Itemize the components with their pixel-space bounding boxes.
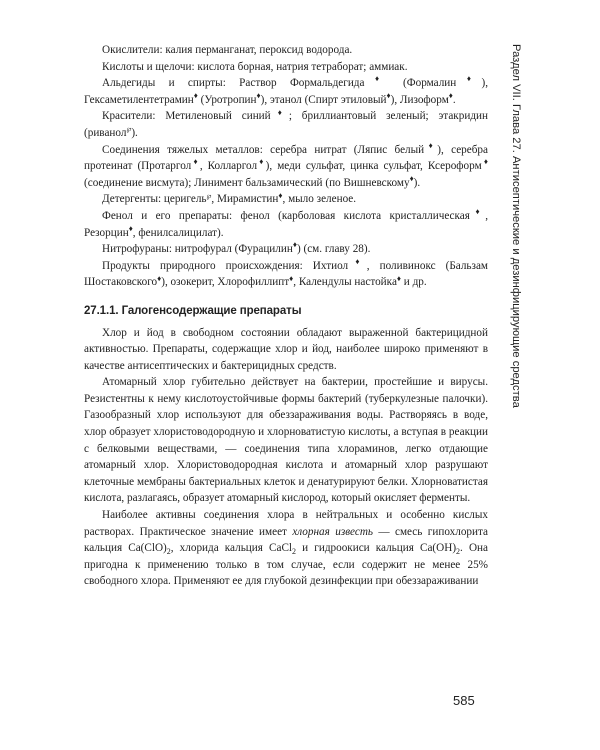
list-item-natural-products: Продукты природного происхождения: Ихтиол ♦ , поливинокс (Бальзам Шостаковского ♦ ), озокерит, Хлорофиллипт ♦ , Календулы настойка ♦ и др. (84, 258, 488, 291)
running-header-vertical: Раздел VII. Глава 27. Антисептические и дезинфицирующие средства (510, 44, 522, 408)
list-item-heavy-metals: Соединения тяжелых металлов: серебра нитрат (Ляпис белый ♦ ), серебра протеинат (Протаргол ♦ , Колларгол ♦ ), меди сульфат, цинка сульфат, Ксероформ ♦ (соединение висмута); Линимент бальзамический (по Вишневскому ♦ ). (84, 142, 488, 192)
list-item-oxidizers: Окислители: калия перманганат, пероксид водорода. (102, 44, 353, 56)
list-item-nitrofurans: Нитрофураны: нитрофурал (Фурацилин ♦ ) (см. главу 28). (84, 241, 488, 258)
trademark-mark (348, 257, 367, 266)
list-item-detergents: Детергенты: церигель ℘ , Мирамистин ♦ , мыло зеленое. (84, 191, 488, 208)
list-item-acids: Кислоты и щелочи: кислота борная, натрия тетраборат; аммиак. (102, 60, 408, 73)
trademark-mark (364, 74, 389, 83)
trademark-mark (257, 157, 266, 166)
list-item-aldehydes: Альдегиды и спирты: Раствор Формальдегида ♦ (Формалин ♦ ), Гексаметилентетрамин ♦ (Уротропин ♦ ), этанол (Спирт этиловый ♦ ), Лизоформ ♦ . (84, 75, 488, 108)
trademark-mark (456, 74, 481, 83)
trademark-mark (424, 141, 437, 150)
trademark-mark (271, 108, 289, 117)
trademark-mark (470, 207, 485, 216)
paragraph-bleaching-lime: Наиболее активны соединения хлора в нейтральных и особенно кислых растворах. Практическое значение имеет хлорная известь — смесь гипохлорита кальция $Ca(ClO)_2$, хлорида кальция CaCl$_2$ и гидроокиси кальция $Ca(OH)_2$. Она пригодна к применению только в том случае, если содержит не менее 25% свободного хлора. Применяют ее для глубокой дезинфекции при обеззараживании (84, 509, 488, 588)
page-number: 585 (453, 693, 475, 708)
trademark-mark (482, 157, 488, 166)
trademark-mark (191, 157, 200, 166)
section-heading: 27.1.1. Галогенсодержащие препараты (84, 304, 302, 317)
paragraph-intro: Хлор и йод в свободном состоянии обладают выраженной бактерицидной активностью. Препараты, содержащие хлор и йод, наиболее широко применяют в качестве антисептических и бактерицидных средств. (84, 326, 488, 372)
paragraph-chlorine-action: Атомарный хлор губительно действует на бактерии, простейшие и вирусы. Резистентны к нему кислотоустойчивые формы бактерий (туберкулезные палочки). Газообразный хлор используют для обеззараживания воды. Растворяясь в воде, хлор образует хлористоводородную и хлорноватистую кислоты, а вступая в реакции с белковыми веществами, — соединения типа хлораминов, легко отдающие атомарный хлор. Хлористоводородная кислота и атомарный хлор разрушают клеточные мембраны бактериальных клеток и денатурируют белки. Хлорноватистая кислота, разлагаясь, образует атомарный кислород, который окисляет ферменты. (84, 376, 488, 505)
page-body (84, 42, 488, 590)
list-item-phenol: Фенол и его препараты: фенол (карболовая кислота кристаллическая ♦ , Резорцин ♦ , фенилсалицилат). (84, 208, 488, 241)
term-bleaching-lime: хлорная известь (292, 525, 374, 538)
list-item-dyes: Красители: Метиленовый синий ♦ ; бриллиантовый зеленый; этакридин (риванол ℘ ). (84, 108, 488, 141)
